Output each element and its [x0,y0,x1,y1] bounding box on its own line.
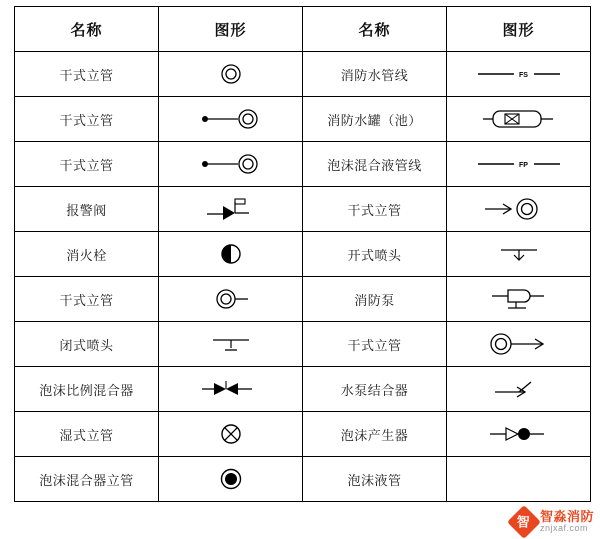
symbol-name: 干式立管 [303,322,447,367]
symbol-name: 报警阀 [15,187,159,232]
symbol-graphic-dot-line-double-circle-icon [159,97,303,142]
symbol-name: 干式立管 [15,142,159,187]
symbol-name: 泡沫混合液管线 [303,142,447,187]
symbol-name: 泡沫液管 [303,457,447,502]
watermark-logo-glyph: 智 [517,514,531,530]
symbol-graphic-double-circle-arrow-icon [447,322,591,367]
symbol-name: 干式立管 [15,277,159,322]
table-header-row [15,7,591,52]
table-row [15,142,591,187]
table-row [15,232,591,277]
table-row [15,97,591,142]
symbol-graphic-open-sprinkler-icon [447,232,591,277]
table-row [15,187,591,232]
symbol-graphic-empty [447,457,591,502]
watermark [512,510,594,534]
table-row [15,322,591,367]
header-symbol-left: 图形 [159,7,303,52]
watermark-logo-icon [507,505,541,539]
symbol-graphic-arrow-double-circle-icon [447,187,591,232]
symbol-graphic-crossed-circle-icon [159,412,303,457]
header-symbol-right: 图形 [447,7,591,52]
watermark-text [540,510,594,533]
symbol-name: 湿式立管 [15,412,159,457]
header-name-left: 名称 [15,7,159,52]
symbol-graphic-line-fp-icon [447,142,591,187]
symbol-graphic-closed-sprinkler-icon [159,322,303,367]
symbol-graphic-foam-generator-icon [447,412,591,457]
fire-protection-symbol-table [14,6,591,502]
svg-text:FS: FS [518,72,528,79]
svg-text:FP: FP [518,162,528,169]
watermark-title: 智淼消防 [539,509,594,525]
symbol-name: 消防水管线 [303,52,447,97]
header-name-right: 名称 [303,7,447,52]
symbol-name: 消防水罐（池） [303,97,447,142]
symbol-name: 泡沫混合器立管 [15,457,159,502]
symbol-graphic-double-circle-stem-icon [159,277,303,322]
symbol-graphic-double-circle-icon [159,52,303,97]
symbol-name: 水泵结合器 [303,367,447,412]
symbol-name: 消防泵 [303,277,447,322]
symbol-name: 泡沫比例混合器 [15,367,159,412]
table-row [15,457,591,502]
symbol-graphic-proportioner-icon [159,367,303,412]
symbol-name: 开式喷头 [303,232,447,277]
table-row [15,367,591,412]
table-row [15,277,591,322]
symbol-graphic-fire-pump-icon [447,277,591,322]
symbol-graphic-tank-icon [447,97,591,142]
watermark-subtitle: znjxaf.com [539,523,588,534]
symbol-graphic-dot-line-double-circle-icon [159,142,303,187]
symbol-name: 干式立管 [303,187,447,232]
symbol-graphic-pump-connector-icon [447,367,591,412]
symbol-graphic-line-fs-icon [447,52,591,97]
symbol-name: 干式立管 [15,52,159,97]
symbol-graphic-half-filled-circle-icon [159,232,303,277]
symbol-name: 干式立管 [15,97,159,142]
symbol-name: 消火栓 [15,232,159,277]
table-row [15,412,591,457]
symbol-name: 泡沫产生器 [303,412,447,457]
symbol-name: 闭式喷头 [15,322,159,367]
symbol-graphic-alarm-valve-icon [159,187,303,232]
symbol-graphic-filled-ring-circle-icon [159,457,303,502]
table-row [15,52,591,97]
